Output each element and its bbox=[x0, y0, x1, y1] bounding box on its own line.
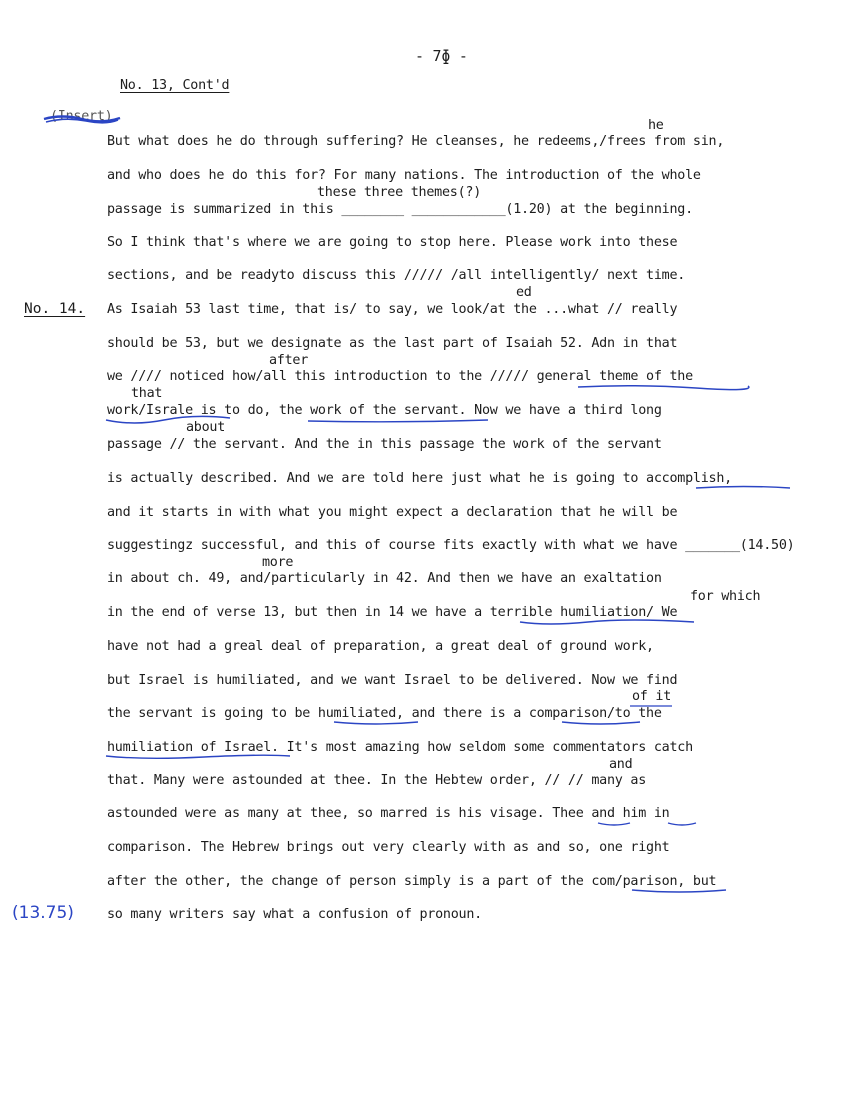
insertion-about: about bbox=[186, 420, 226, 435]
insertion-for-which: for which bbox=[690, 589, 761, 604]
blue-underline-icon bbox=[576, 382, 751, 394]
text-line-21: astounded were as many at thee, so marred is his visage. Thee and him in bbox=[107, 806, 670, 821]
text-line-13: suggestingz successful, and this of course fits exactly with what we have _______(14.50) bbox=[107, 538, 795, 553]
text-line-12: and it starts in with what you might expect a declaration that he will be bbox=[107, 505, 678, 520]
insertion-after: after bbox=[269, 353, 309, 368]
insertion-he: he bbox=[648, 118, 664, 133]
text-line-17: but Israel is humiliated, and we want Israel to be delivered. Now we find bbox=[107, 673, 678, 688]
text-line-1: But what does he do through suffering? He cleanses, he redeems,/frees from sin, bbox=[107, 134, 725, 149]
text-line-9: work/Israle is to do, the work of the servant. Now we have a third long bbox=[107, 403, 662, 418]
text-line-6: As Isaiah 53 last time, that is/ to say, we look/at the ...what // really bbox=[107, 302, 678, 317]
text-line-4: So I think that's where we are going to stop here. Please work into these bbox=[107, 235, 678, 250]
text-line-8: we //// noticed how/all this introduction to the ///// general theme of the bbox=[107, 369, 693, 384]
text-line-2: and who does he do this for? For many nations. The introduction of the whole bbox=[107, 168, 701, 183]
blue-scribble-icon bbox=[42, 108, 122, 128]
margin-note: (13.75) bbox=[12, 903, 74, 923]
insertion-these-three-themes: these three themes(?) bbox=[317, 185, 482, 200]
blue-underline-icon bbox=[332, 718, 422, 728]
heading: No. 13, Cont'd bbox=[120, 78, 230, 93]
text-line-11: is actually described. And we are told here just what he is going to accomplish, bbox=[107, 471, 732, 486]
blue-bracket-icon bbox=[560, 702, 680, 728]
section-label: No. 14. bbox=[24, 301, 86, 317]
text-line-16: have not had a greal deal of preparation, a great deal of ground work, bbox=[107, 639, 654, 654]
text-line-20: that. Many were astounded at thee. In the Hebtew order, // // many as bbox=[107, 773, 647, 788]
blue-underline-icon bbox=[694, 483, 794, 493]
blue-underline-icon bbox=[306, 417, 491, 427]
text-line-18: the servant is going to be humiliated, and there is a comparison/to the bbox=[107, 706, 662, 721]
text-line-23: after the other, the change of person simply is a part of the com/parison, but bbox=[107, 874, 717, 889]
text-line-15: in the end of verse 13, but then in 14 we have a terrible humiliation/ We bbox=[107, 605, 678, 620]
struck-label: (Insert) bbox=[50, 109, 113, 124]
text-line-7: should be 53, but we designate as the last part of Isaiah 52. Adn in that bbox=[107, 336, 678, 351]
blue-underline-icon bbox=[630, 886, 730, 896]
insertion-more: more bbox=[262, 555, 294, 570]
blue-underline-icon bbox=[596, 818, 726, 830]
blue-underline-icon bbox=[518, 617, 698, 629]
insertion-of-it: of it bbox=[632, 689, 672, 704]
text-line-10: passage // the servant. And the in this passage the work of the servant bbox=[107, 437, 662, 452]
insertion-that: that bbox=[131, 386, 163, 401]
text-line-24: so many writers say what a confusion of pronoun. bbox=[107, 907, 482, 922]
page-number: - 7ɸ - bbox=[415, 47, 468, 65]
text-line-19: humiliation of Israel. It's most amazing how seldom some commentators catch bbox=[107, 740, 693, 755]
blue-underline-icon bbox=[104, 752, 294, 764]
text-line-5: sections, and be readyto discuss this ///// /all intelligently/ next time. bbox=[107, 268, 686, 283]
text-line-3: passage is summarized in this ________ ____________(1.20) at the beginning. bbox=[107, 202, 693, 217]
insertion-and: and bbox=[609, 757, 633, 772]
insertion-ed: ed bbox=[516, 285, 532, 300]
text-line-22: comparison. The Hebrew brings out very clearly with as and so, one right bbox=[107, 840, 670, 855]
text-line-14: in about ch. 49, and/particularly in 42. And then we have an exaltation bbox=[107, 571, 662, 586]
